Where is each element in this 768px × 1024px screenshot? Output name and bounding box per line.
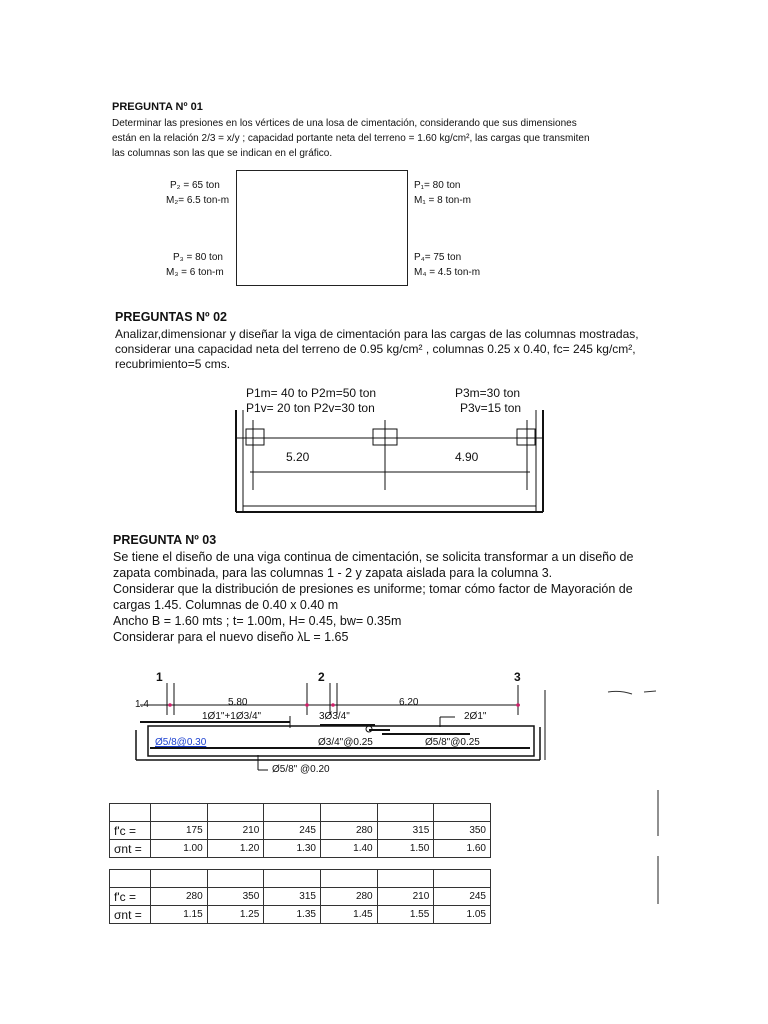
q1-line-2: están en la relación 2/3 = x/y ; capacidad portante neta del terreno = 1.60 kg/cm², las cargas que transmiten: [112, 133, 590, 144]
table-row: [110, 906, 491, 924]
q3-line-3: Considerar que la distribución de presiones es uniforme; tomar cómo factor de Mayoración de: [113, 582, 633, 596]
load-p3: P₃ = 80 ton: [173, 252, 223, 263]
q1-line-1: Determinar las presiones en los vértices de una losa de cimentación, considerando que sus dimensiones: [112, 118, 577, 129]
q3-span-2: 6.20: [399, 697, 419, 708]
load-p4: P₄= 75 ton: [414, 252, 462, 263]
fc-table-1: [109, 803, 491, 858]
table-cell: 1.55: [377, 906, 434, 924]
table-row: [110, 840, 491, 858]
table-cell: 175: [151, 822, 208, 840]
table-cell: 1.50: [377, 840, 434, 858]
table-row: [110, 804, 491, 822]
table-cell: 1.35: [264, 906, 321, 924]
q3-line-6: Considerar para el nuevo diseño λL = 1.65: [113, 630, 349, 644]
q1-line-3: las columnas son las que se indican en el gráfico.: [112, 148, 333, 159]
q3-stirrup-1: Ø5/8@0.30: [155, 737, 207, 748]
q2-line-3: recubrimiento=5 cms.: [115, 357, 231, 371]
table-cell: 1.60: [434, 840, 491, 858]
q3-span-1: 5.80: [228, 697, 248, 708]
moment-m2: M₂= 6.5 ton-m: [166, 195, 230, 206]
q3-line-1: Se tiene el diseño de una viga continua de cimentación, se solicita transformar a un diseño de: [113, 550, 634, 564]
moment-m4: M₄ = 4.5 ton-m: [414, 267, 481, 278]
load-p2: P₂ = 65 ton: [170, 180, 220, 191]
q3-overhang: 1.4: [135, 699, 149, 710]
q3-bar-2: 3Ø3/4": [319, 711, 350, 722]
q3-line-4: cargas 1.45. Columnas de 0.40 x 0.40 m: [113, 598, 339, 612]
q3-col-3: 3: [514, 670, 521, 684]
table-cell: 1.00: [151, 840, 208, 858]
row-label: σnt =: [110, 840, 151, 858]
table-cell: 1.30: [264, 840, 321, 858]
table-cell: 245: [264, 822, 321, 840]
q3-stirrup-2: Ø3/4"@0.25: [318, 737, 373, 748]
q2-loads-bottom-right: P3v=15 ton: [460, 401, 522, 415]
row-label: f'c =: [110, 888, 151, 906]
table-cell: 210: [377, 888, 434, 906]
q3-line-5: Ancho B = 1.60 mts ; t= 1.00m, H= 0.45, bw= 0.35m: [113, 614, 402, 628]
fc-table-2: [109, 869, 491, 924]
q3-col-1: 1: [156, 670, 163, 684]
q2-span-2: 4.90: [455, 450, 479, 464]
q3-bottom-bar: Ø5/8" @0.20: [272, 764, 330, 775]
q2-title: PREGUNTAS Nº 02: [115, 310, 227, 324]
q2-loads-bottom-left: P1v= 20 ton P2v=30 ton: [246, 401, 375, 415]
q3-line-2: zapata combinada, para las columnas 1 - 2 y zapata aislada para la columna 3.: [113, 566, 553, 580]
table-cell: 350: [207, 888, 264, 906]
q2-loads-top-left: P1m= 40 to P2m=50 ton: [246, 386, 377, 400]
table-cell: 280: [320, 888, 377, 906]
q3-bar-1: 1Ø1"+1Ø3/4": [202, 711, 262, 722]
table-cell: 1.20: [207, 840, 264, 858]
q3-col-2: 2: [318, 670, 325, 684]
table-cell: 315: [377, 822, 434, 840]
q3-title: PREGUNTA Nº 03: [113, 533, 217, 547]
q2-line-2: considerar una capacidad neta del terreno de 0.95 kg/cm² , columnas 0.25 x 0.40, fc= 245 kg/cm²,: [115, 342, 636, 356]
row-label: σnt =: [110, 906, 151, 924]
moment-m3: M₃ = 6 ton-m: [166, 267, 224, 278]
table-cell: 315: [264, 888, 321, 906]
moment-m1: M₁ = 8 ton-m: [414, 195, 472, 206]
table-cell: 1.15: [151, 906, 208, 924]
table-row: [110, 888, 491, 906]
q2-span-1: 5.20: [286, 450, 310, 464]
load-p1: P₁= 80 ton: [414, 180, 461, 191]
table-cell: 1.45: [320, 906, 377, 924]
q2-loads-top-right: P3m=30 ton: [455, 386, 521, 400]
table-row: [110, 870, 491, 888]
table-cell: 1.40: [320, 840, 377, 858]
table-cell: 1.05: [434, 906, 491, 924]
q1-title: PREGUNTA Nº 01: [112, 101, 203, 113]
table-cell: 280: [151, 888, 208, 906]
q3-stirrup-3: Ø5/8"@0.25: [425, 737, 480, 748]
q3-bar-3: 2Ø1": [464, 711, 487, 722]
table-cell: 245: [434, 888, 491, 906]
table-cell: 1.25: [207, 906, 264, 924]
table-cell: 350: [434, 822, 491, 840]
table-cell: 210: [207, 822, 264, 840]
row-label: f'c =: [110, 822, 151, 840]
table-cell: 280: [320, 822, 377, 840]
q2-line-1: Analizar,dimensionar y diseñar la viga de cimentación para las cargas de las columnas mostradas,: [115, 327, 639, 341]
table-row: [110, 822, 491, 840]
